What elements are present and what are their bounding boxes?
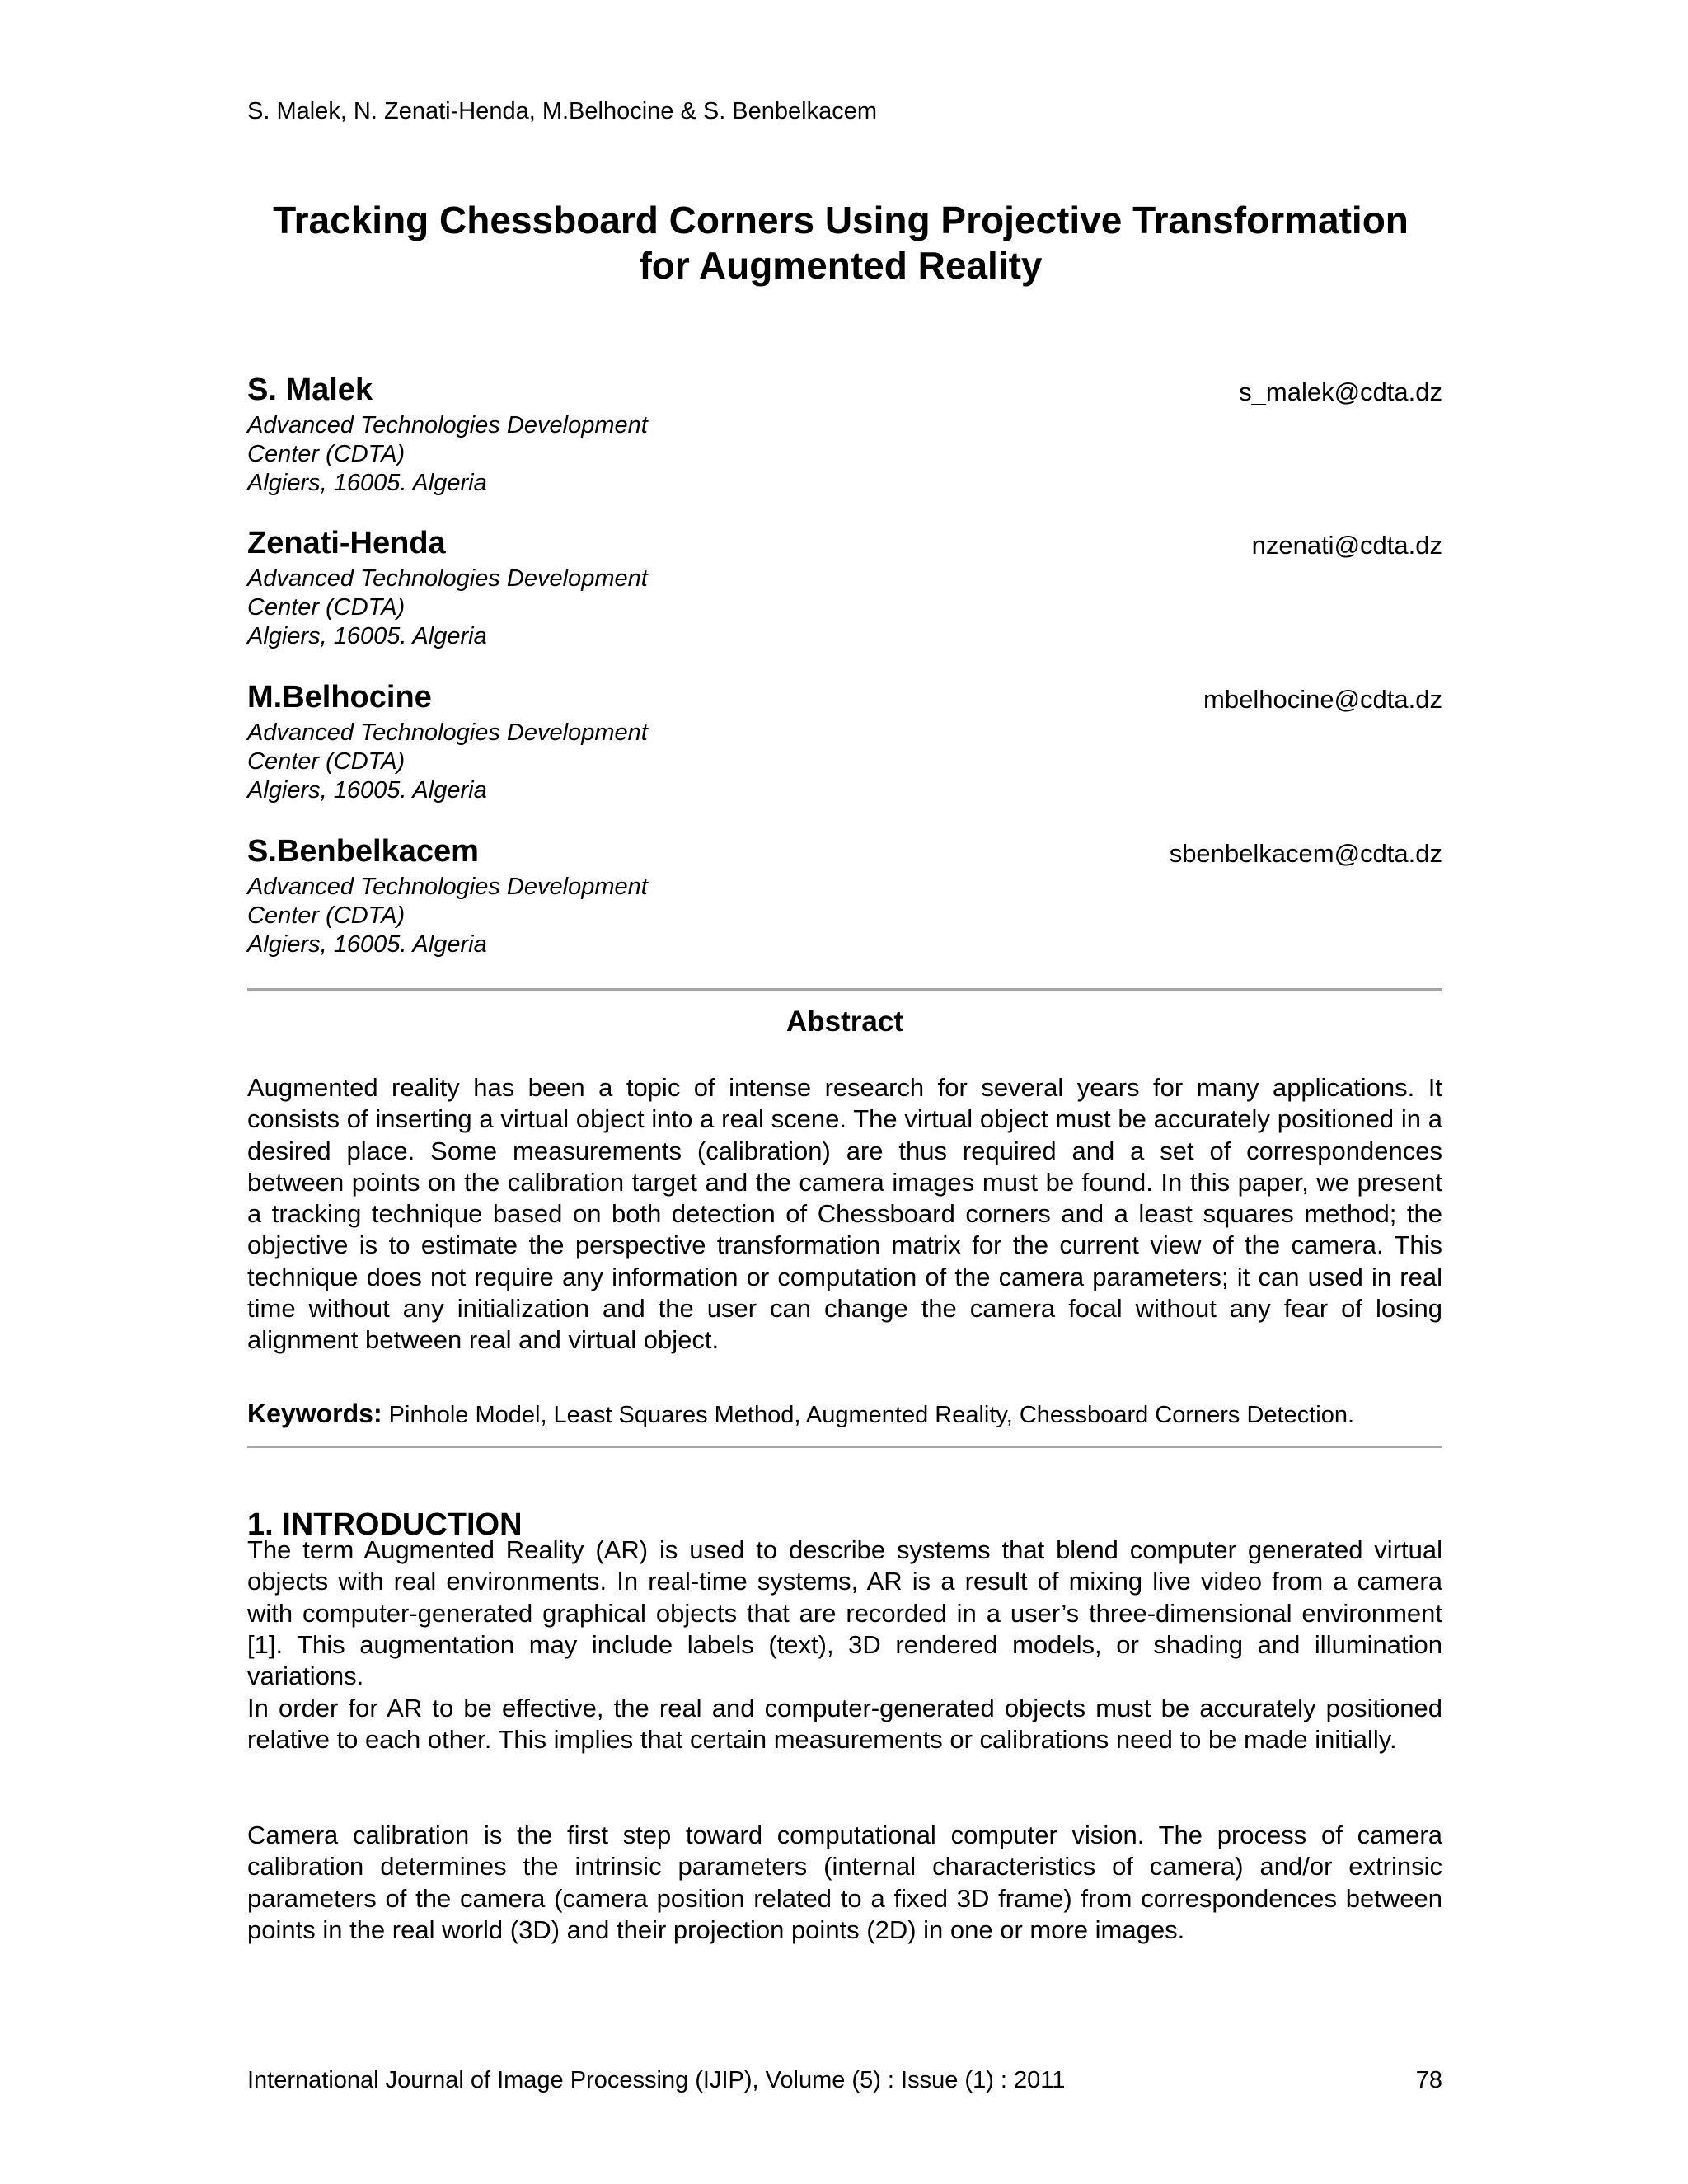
- author-name: Zenati-Henda: [247, 526, 446, 560]
- affiliation-line: Algiers, 16005. Algeria: [247, 777, 487, 804]
- affiliation-line: Algiers, 16005. Algeria: [247, 931, 487, 958]
- intro-paragraph-2: In order for AR to be effective, the real and computer-generated objects must be accurately positioned relative to each other. This implies that certain measurements or calibrations need to be made initially.: [247, 1694, 1442, 1755]
- affiliation-line: Advanced Technologies Development: [247, 412, 648, 438]
- author-email: sbenbelkacem@cdta.dz: [1169, 839, 1442, 868]
- intro-paragraph-1: The term Augmented Reality (AR) is used to describe systems that blend computer generated virtual objects with real environments. In real-time systems, AR is a result of mixing live video from a camera with computer-generated graphical objects that are recorded in a user’s three-dimensional environment [1]. This augmentation may include labels (text), 3D rendered models, or shading and illumination variations.: [247, 1535, 1442, 1691]
- abstract-text: Augmented reality has been a topic of intense research for several years for many applications. It consists of inserting a virtual object into a real scene. The virtual object must be accurately positioned in a desired place. Some measurements (calibration) are thus required and a set of correspondences between points on the calibration target and the camera images must be found. In this paper, we present a tracking technique based on both detection of Chessboard corners and a least squares method; the objective is to estimate the perspective transformation matrix for the current view of the camera. This technique does not require any information or computation of the camera parameters; it can used in real time without any initialization and the user can change the camera focal without any fear of losing alignment between real and virtual object.: [247, 1073, 1442, 1355]
- affiliation-line: Center (CDTA): [247, 902, 406, 929]
- author-affiliation: [247, 565, 648, 651]
- abstract-heading: Abstract: [786, 1005, 903, 1038]
- affiliation-line: Advanced Technologies Development: [247, 565, 648, 592]
- paper-title-line-1: Tracking Chessboard Corners Using Projective Transformation: [273, 199, 1409, 241]
- author-affiliation: [247, 719, 648, 805]
- affiliation-line: Center (CDTA): [247, 748, 406, 775]
- paper-title-line-2: for Augmented Reality: [639, 244, 1043, 287]
- affiliation-line: Algiers, 16005. Algeria: [247, 470, 487, 496]
- author-name: S. Malek: [247, 373, 373, 407]
- keywords-label: Keywords:: [247, 1399, 382, 1428]
- affiliation-line: Center (CDTA): [247, 441, 406, 467]
- author-email: mbelhocine@cdta.dz: [1203, 685, 1442, 714]
- author-affiliation: [247, 411, 648, 498]
- author-affiliation: [247, 873, 648, 959]
- page-number: 78: [1415, 2067, 1442, 2093]
- divider-top: [247, 988, 1442, 991]
- keywords-line: [247, 1397, 1442, 1432]
- keywords-text: Pinhole Model, Least Squares Method, Augmented Reality, Chessboard Corners Detection.: [388, 1402, 1355, 1428]
- section-heading-introduction: 1. INTRODUCTION: [247, 1507, 523, 1542]
- divider-bottom: [247, 1446, 1442, 1448]
- affiliation-line: Algiers, 16005. Algeria: [247, 623, 487, 649]
- footer-journal: International Journal of Image Processing (IJIP), Volume (5) : Issue (1) : 2011: [247, 2067, 1066, 2093]
- affiliation-line: Center (CDTA): [247, 594, 406, 621]
- author-name: S.Benbelkacem: [247, 834, 479, 869]
- author-email: nzenati@cdta.dz: [1251, 531, 1442, 560]
- author-name: M.Belhocine: [247, 680, 432, 715]
- paper-title: [247, 198, 1434, 288]
- affiliation-line: Advanced Technologies Development: [247, 719, 648, 746]
- running-header-authors: S. Malek, N. Zenati-Henda, M.Belhocine & S. Benbelkacem: [247, 98, 878, 124]
- author-email: s_malek@cdta.dz: [1239, 377, 1442, 406]
- affiliation-line: Advanced Technologies Development: [247, 874, 648, 900]
- intro-paragraph-3: Camera calibration is the first step toward computational computer vision. The process of camera calibration determines the intrinsic parameters (internal characteristics of camera) and/or extrinsic parameters of the camera (camera position related to a fixed 3D frame) from correspondences between points in the real world (3D) and their projection points (2D) in one or more images.: [247, 1821, 1442, 1944]
